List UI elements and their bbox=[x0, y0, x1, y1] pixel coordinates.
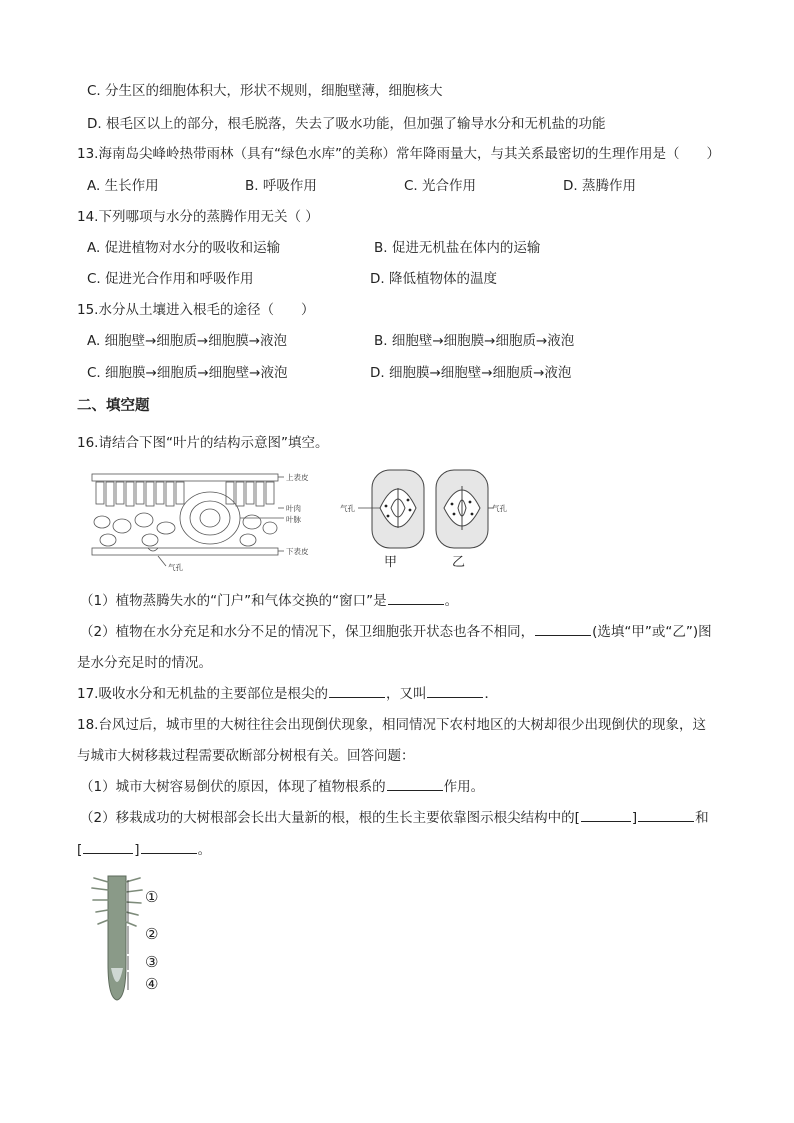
q16-part1: （1）植物蒸腾失水的“门户”和气体交换的“窗口”是 。 bbox=[80, 593, 459, 609]
lower-epidermis bbox=[92, 548, 278, 555]
q14-option-c[interactable]: C. 促进光合作用和呼吸作用 bbox=[87, 271, 254, 287]
option-c-text: C. 分生区的细胞体积大，形状不规则，细胞壁薄，细胞核大 bbox=[87, 83, 443, 99]
q15-option-a[interactable]: A. 细胞壁→细胞质→细胞膜→液泡 bbox=[87, 333, 288, 349]
leaf-structure-figure bbox=[88, 464, 336, 574]
q15-option-d[interactable]: D. 细胞膜→细胞壁→细胞质→液泡 bbox=[370, 365, 572, 381]
stoma-opening bbox=[148, 548, 158, 551]
q15-option-b[interactable]: B. 细胞壁→细胞膜→细胞质→液泡 bbox=[374, 333, 575, 349]
stoma-jia bbox=[372, 470, 424, 548]
q18-stem-line1: 18.台风过后，城市里的大树往往会出现倒伏现象，相同情况下农村地区的大树却很少出现倒伏的现象，这 bbox=[77, 717, 706, 733]
q14-option-b[interactable]: B. 促进无机盐在体内的运输 bbox=[374, 240, 541, 256]
q18-stem-line2: 与城市大树移栽过程需要砍断部分树根有关。回答问题： bbox=[77, 748, 415, 764]
q17-blank-2[interactable] bbox=[427, 685, 483, 698]
q18-part2: （2）移栽成功的大树根部会长出大量新的根，根的生长主要依靠图示根尖结构中的[ ] 和 bbox=[80, 810, 709, 826]
q16-blank-2[interactable] bbox=[535, 623, 591, 636]
label-vein: 叶脉 bbox=[286, 515, 301, 524]
upper-epidermis bbox=[92, 474, 278, 481]
q14-option-d[interactable]: D. 降低植物体的温度 bbox=[370, 271, 497, 287]
q13-option-b[interactable]: B. 呼吸作用 bbox=[245, 178, 317, 194]
q17: 17.吸收水分和无机盐的主要部位是根尖的 ，又叫 ． bbox=[77, 686, 498, 702]
q18-blank-5[interactable] bbox=[141, 841, 197, 854]
q13-option-d[interactable]: D. 蒸腾作用 bbox=[563, 178, 636, 194]
q18-blank-3[interactable] bbox=[638, 809, 694, 822]
q16-stem: 16.请结合下图“叶片的结构示意图”填空。 bbox=[77, 435, 329, 451]
root-label-4: ④ bbox=[145, 975, 159, 993]
root-label-2: ② bbox=[145, 925, 159, 943]
label-lower-epidermis: 下表皮 bbox=[286, 547, 309, 556]
q14-stem: 14.下列哪项与水分的蒸腾作用无关（ ） bbox=[77, 209, 319, 225]
stomata-figure bbox=[340, 462, 510, 574]
root-tip-figure bbox=[84, 872, 154, 1004]
label-jia: 甲 bbox=[384, 555, 398, 570]
q15-option-c[interactable]: C. 细胞膜→细胞质→细胞壁→液泡 bbox=[87, 365, 288, 381]
label-yi: 乙 bbox=[452, 555, 466, 570]
palisade-cells bbox=[96, 482, 274, 506]
vein-bundle bbox=[180, 492, 240, 544]
q17-blank-1[interactable] bbox=[329, 685, 385, 698]
q18-part1: （1）城市大树容易倒伏的原因，体现了植物根系的 作用。 bbox=[80, 779, 485, 795]
label-stoma-right: 气孔 bbox=[492, 504, 507, 513]
q15-stem: 15.水分从土壤进入根毛的途径（ ） bbox=[77, 302, 315, 318]
q13-option-c[interactable]: C. 光合作用 bbox=[404, 178, 477, 194]
label-stoma: 气孔 bbox=[168, 563, 183, 572]
q14-option-a[interactable]: A. 促进植物对水分的吸收和运输 bbox=[87, 240, 281, 256]
q18-blank-4[interactable] bbox=[83, 841, 133, 854]
label-mesophyll: 叶肉 bbox=[286, 504, 301, 513]
stoma-yi bbox=[436, 470, 488, 548]
root-label-1: ① bbox=[145, 888, 159, 906]
q16-part2: （2）植物在水分充足和水分不足的情况下，保卫细胞张开状态也各不相同， (选填“甲”或“乙”)图 bbox=[80, 624, 712, 640]
q18-blank-1[interactable] bbox=[387, 778, 443, 791]
label-stoma-left: 气孔 bbox=[340, 504, 355, 513]
q13-stem: 13.海南岛尖峰岭热带雨林（具有“绿色水库”的美称）常年降雨量大，与其关系最密切的生理作用是（ ） bbox=[77, 146, 720, 162]
label-upper-epidermis: 上表皮 bbox=[286, 473, 309, 482]
option-d-text: D. 根毛区以上的部分，根毛脱落，失去了吸水功能，但加强了输导水分和无机盐的功能 bbox=[87, 116, 606, 132]
q16-part2-cont: 是水分充足时的情况。 bbox=[77, 655, 212, 671]
section-title: 二、填空题 bbox=[77, 398, 150, 414]
q18-part2-cont: [ ] 。 bbox=[77, 842, 212, 858]
q18-blank-2[interactable] bbox=[581, 809, 631, 822]
q16-blank-1[interactable] bbox=[388, 592, 444, 605]
q13-option-a[interactable]: A. 生长作用 bbox=[87, 178, 159, 194]
root-label-3: ③ bbox=[145, 953, 159, 971]
